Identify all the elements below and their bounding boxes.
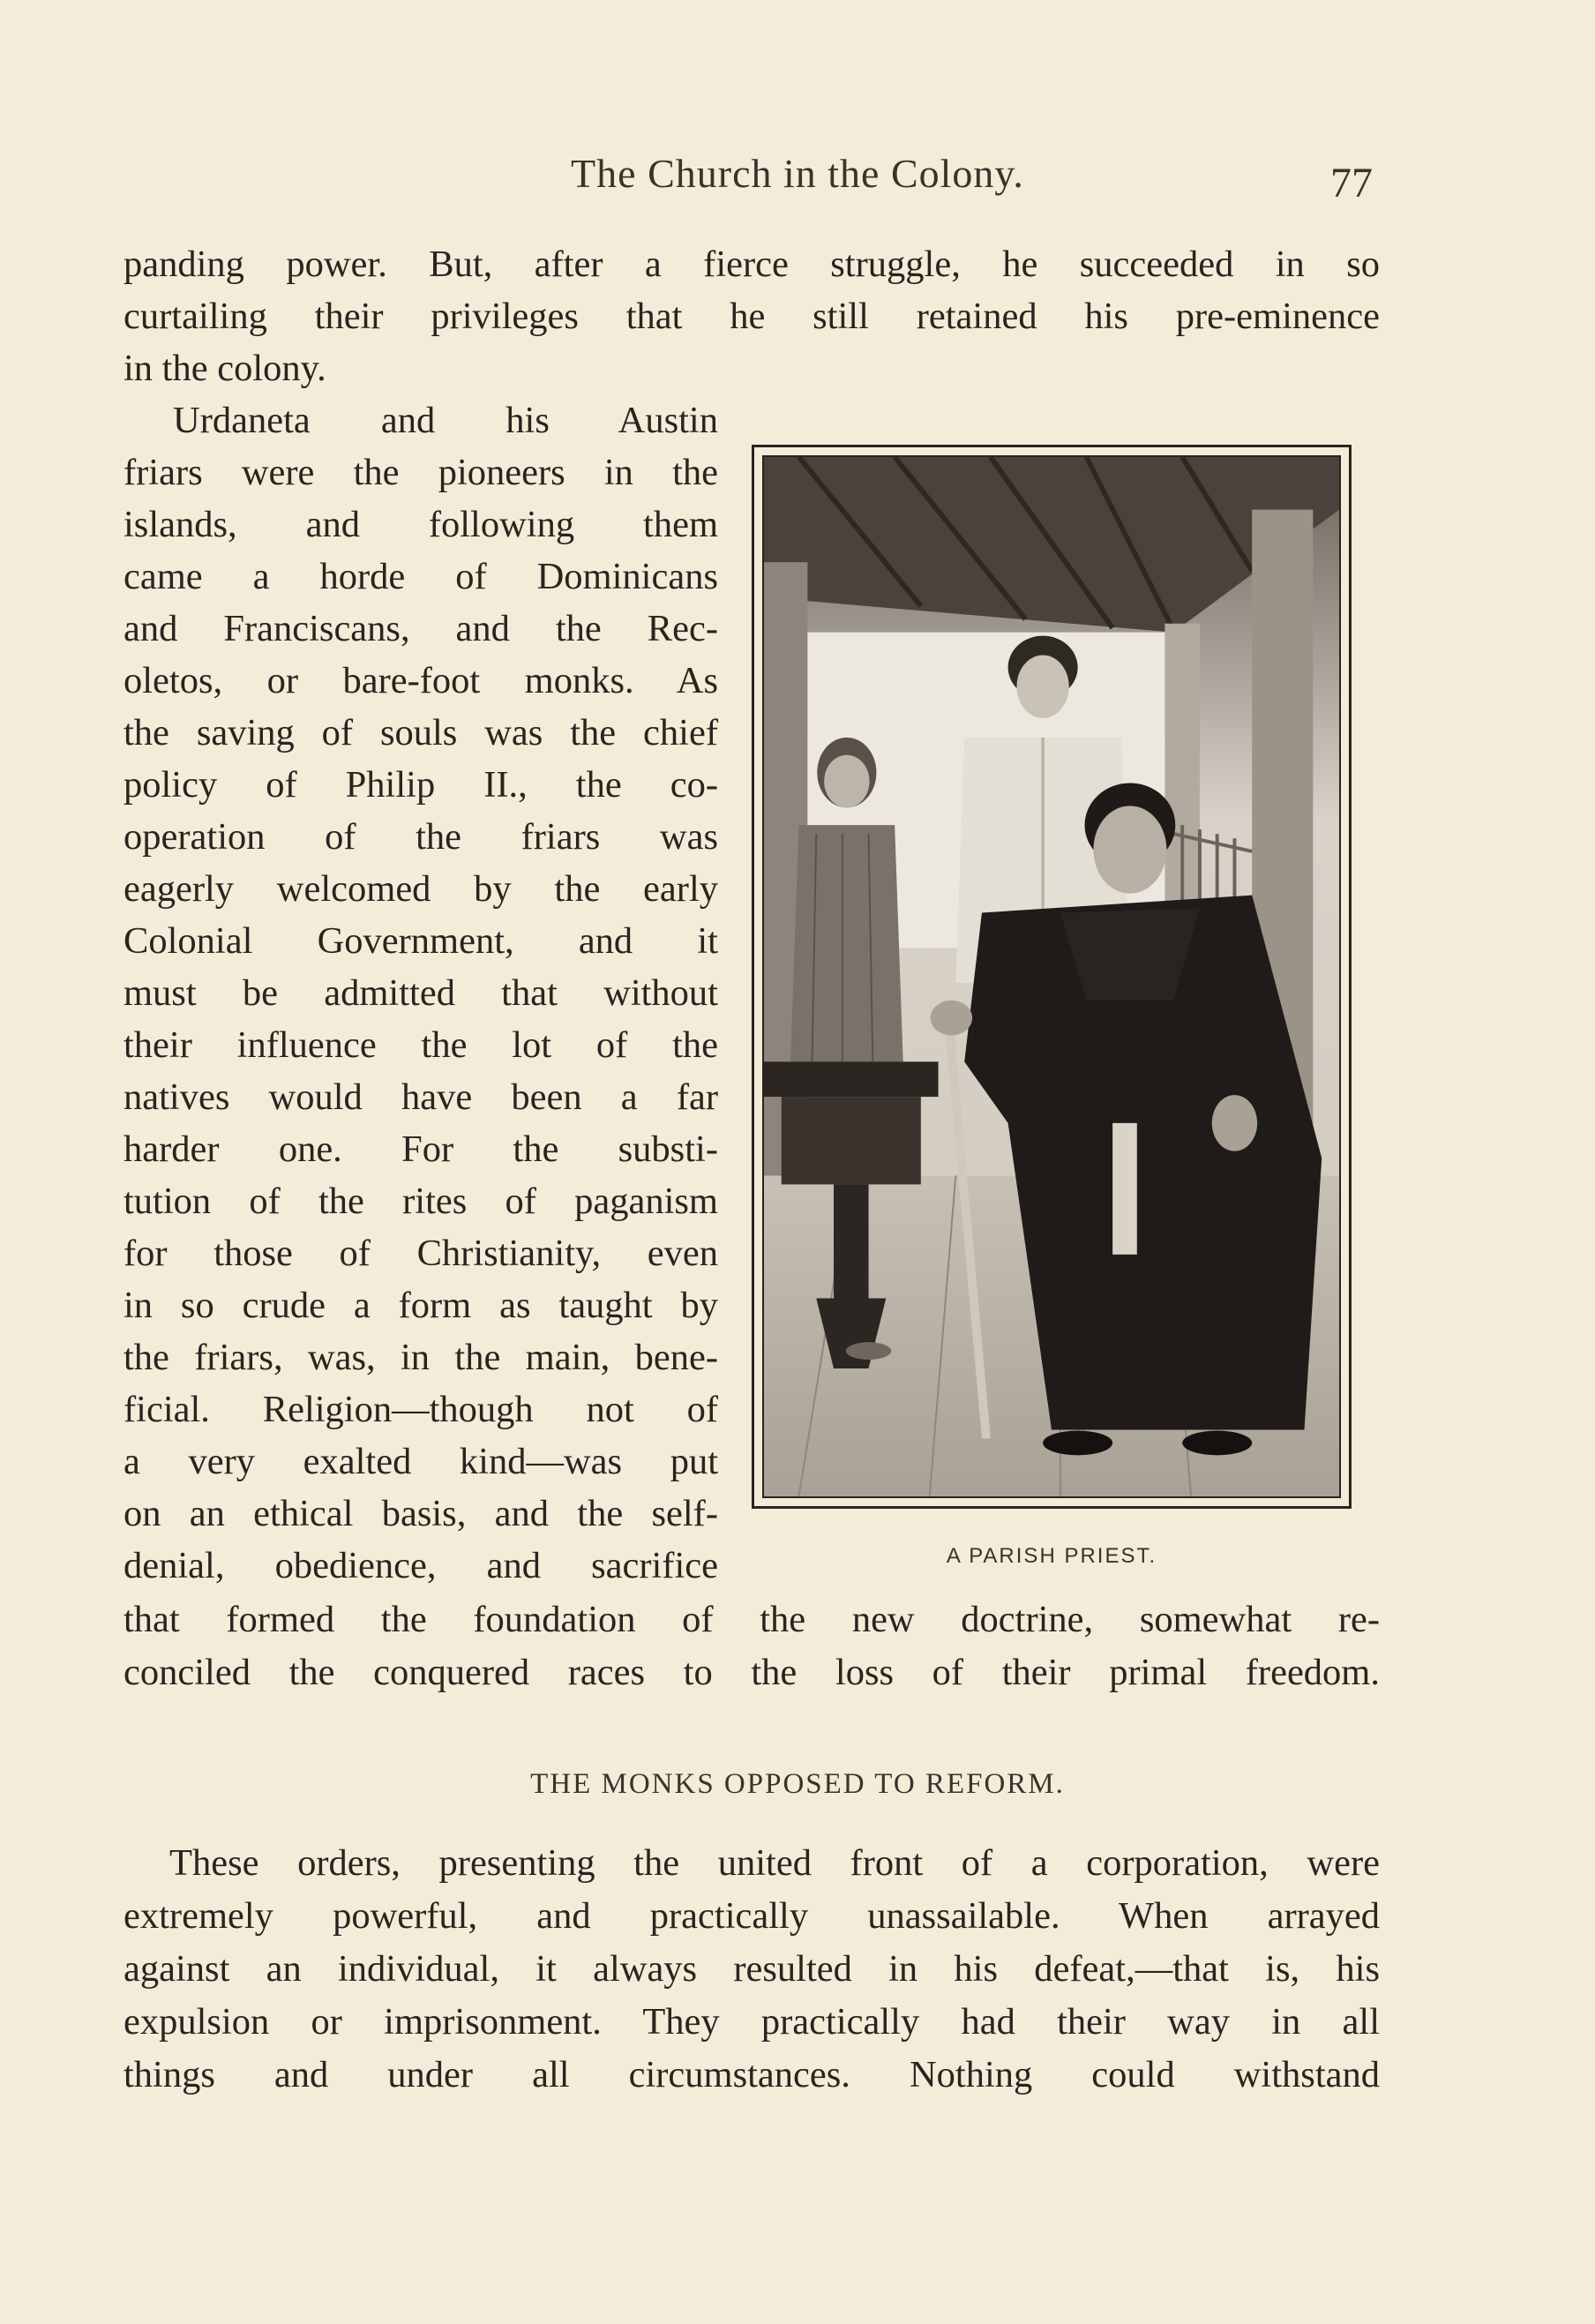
body-line: tution of the rites of paganism bbox=[124, 1181, 718, 1222]
body-line: against an individual, it always resulted in his defeat,—that is, his bbox=[124, 1948, 1380, 1990]
body-line: policy of Philip II., the co- bbox=[124, 764, 718, 806]
body-line: in the colony. bbox=[124, 348, 326, 389]
body-line: came a horde of Dominicans bbox=[124, 556, 718, 597]
section-heading: THE MONKS OPPOSED TO REFORM. bbox=[530, 1768, 1065, 1800]
body-line: friars were the pioneers in the bbox=[124, 452, 718, 493]
body-line: denial, obedience, and sacrifice bbox=[124, 1545, 718, 1586]
body-line: curtailing their privileges that he still retained his pre-eminence bbox=[124, 296, 1380, 337]
body-line: oletos, or bare-foot monks. As bbox=[124, 660, 718, 701]
body-line: things and under all circumstances. Nothing could withstand bbox=[124, 2054, 1380, 2095]
body-line: These orders, presenting the united front of a corporation, were bbox=[169, 1842, 1380, 1884]
figure-photo bbox=[752, 445, 1352, 1509]
body-line: conciled the conquered races to the loss of their primal freedom. bbox=[124, 1652, 1380, 1693]
body-line: in so crude a form as taught by bbox=[124, 1285, 718, 1326]
body-line: Colonial Government, and it bbox=[124, 920, 718, 962]
body-line: must be admitted that without bbox=[124, 972, 718, 1014]
body-line: the friars, was, in the main, bene- bbox=[124, 1337, 718, 1378]
page-number: 77 bbox=[1330, 160, 1373, 206]
running-head: The Church in the Colony. bbox=[571, 151, 1024, 196]
figure-caption: A PARISH PRIEST. bbox=[946, 1544, 1157, 1568]
body-line: a very exalted kind—was put bbox=[124, 1441, 718, 1482]
body-line: the saving of souls was the chief bbox=[124, 712, 718, 753]
body-line: their influence the lot of the bbox=[124, 1024, 718, 1066]
body-line: and Franciscans, and the Rec- bbox=[124, 608, 718, 649]
body-line: extremely powerful, and practically unassailable. When arrayed bbox=[124, 1895, 1380, 1937]
body-line: panding power. But, after a fierce struggle, he succeeded in so bbox=[124, 244, 1380, 285]
body-line: that formed the foundation of the new doctrine, somewhat re- bbox=[124, 1599, 1380, 1640]
body-line: islands, and following them bbox=[124, 504, 718, 545]
body-line: for those of Christianity, even bbox=[124, 1233, 718, 1274]
body-line: ficial. Religion—though not of bbox=[124, 1389, 718, 1430]
parish-priest-photo bbox=[764, 457, 1339, 1496]
body-line: Urdaneta and his Austin bbox=[173, 400, 718, 441]
body-line: eagerly welcomed by the early bbox=[124, 868, 718, 910]
body-line: harder one. For the substi- bbox=[124, 1128, 718, 1170]
body-line: on an ethical basis, and the self- bbox=[124, 1493, 718, 1534]
body-line: natives would have been a far bbox=[124, 1076, 718, 1118]
body-line: expulsion or imprisonment. They practically had their way in all bbox=[124, 2001, 1380, 2043]
body-line: operation of the friars was bbox=[124, 816, 718, 858]
